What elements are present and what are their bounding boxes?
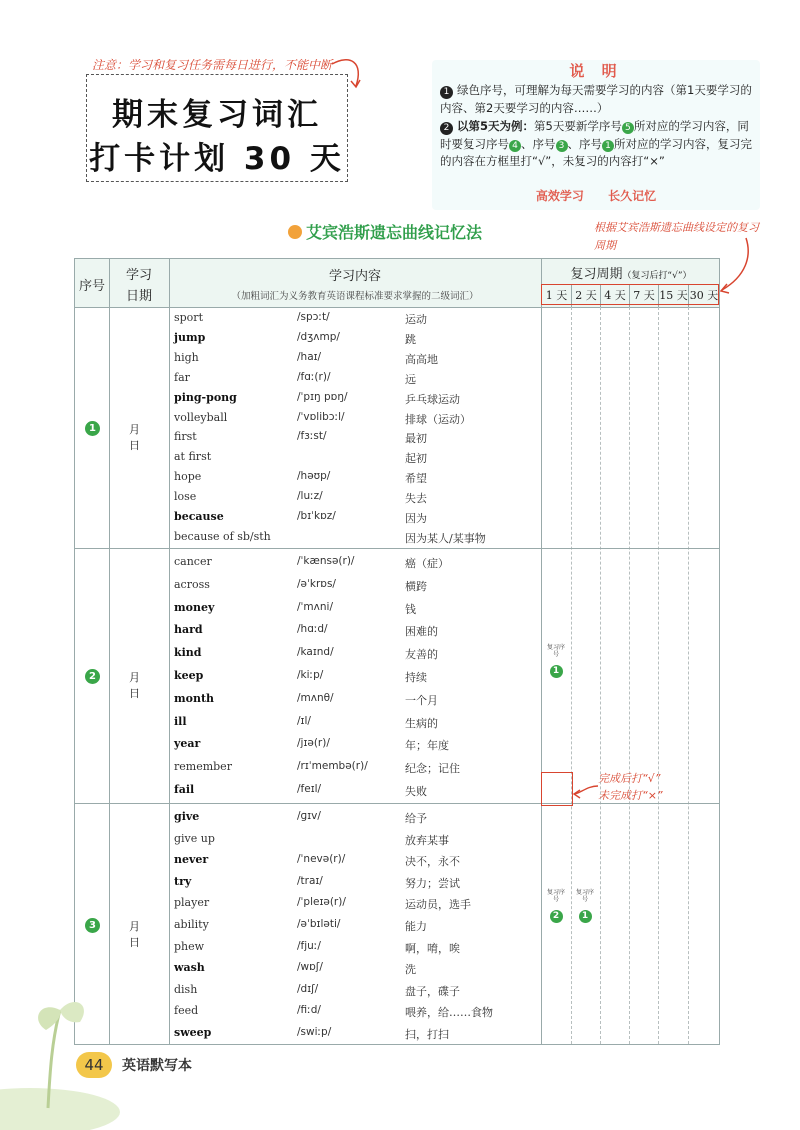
check-note [598, 770, 663, 804]
word-chinese: 纪念；记住 [405, 762, 460, 776]
word-english: year [174, 737, 201, 751]
word-chinese: 钱 [405, 602, 416, 616]
header-date-line1: 学习 [125, 268, 152, 283]
word-chinese: 因为某人/某事物 [405, 531, 486, 545]
word-chinese: 最初 [405, 432, 427, 446]
explain-slogan: 高效学习 长久记忆 [535, 189, 657, 203]
check-note-done: 完成后打“√” [598, 772, 661, 785]
column-divider [571, 307, 572, 1044]
header-review-text: 复习周期 [570, 267, 623, 282]
group-date: 月 日 [129, 423, 140, 452]
word-phonetic: /fɑː(r)/ [297, 370, 331, 383]
word-english: try [174, 874, 192, 888]
page-number: 44 [76, 1052, 112, 1078]
word-chinese: 放弃某事 [405, 833, 449, 847]
day-15: 15 天 [658, 285, 688, 307]
column-divider [600, 307, 601, 1044]
review-number: 1 [550, 665, 563, 678]
word-chinese: 失败 [405, 785, 427, 798]
column-divider [688, 307, 689, 1044]
word-english: give [174, 810, 200, 823]
word-chinese: 乒乓球运动 [405, 392, 460, 406]
number-badge: 1 [440, 86, 453, 99]
word-english: give up [174, 831, 215, 845]
word-chinese: 友善的 [405, 648, 438, 662]
review-days-highlight [541, 284, 719, 305]
word-chinese: 跳 [405, 332, 416, 346]
word-phonetic: /ɡɪv/ [297, 810, 321, 822]
day-1: 1 天 [541, 285, 571, 307]
header-no: 序号 [78, 279, 105, 294]
word-phonetic: /dɪʃ/ [297, 982, 319, 995]
word-phonetic: /ɪl/ [297, 714, 311, 727]
word-phonetic: /ˈpɪŋ pɒŋ/ [297, 390, 348, 403]
word-chinese: 高高地 [405, 352, 438, 366]
word-chinese: 困难的 [405, 625, 438, 639]
header-date-line2: 日期 [125, 289, 152, 304]
word-english: cancer [174, 555, 212, 568]
word-chinese: 扫，打扫 [405, 1028, 449, 1041]
word-chinese: 起初 [405, 452, 427, 466]
section-title [288, 220, 482, 243]
review-label: 复习序号 [546, 644, 565, 658]
word-phonetic: /kaɪnd/ [297, 646, 334, 659]
header-content-sub: （加粗词汇为义务教育英语课程标准要求掌握的二级词汇） [231, 291, 479, 302]
word-english: jump [174, 330, 206, 344]
word-chinese: 持续 [405, 671, 427, 684]
word-english: hope [174, 470, 202, 484]
word-phonetic: /ˈnevə(r)/ [297, 853, 346, 866]
check-note-arrow-icon [572, 782, 600, 802]
word-phonetic: /əˈbɪləti/ [297, 918, 341, 930]
word-chinese: 喂养，给……食物 [405, 1006, 493, 1020]
column-divider [629, 307, 630, 1044]
explain-item-1 [440, 82, 756, 117]
word-phonetic: /ˈpleɪə(r)/ [297, 896, 346, 909]
word-english: because [174, 510, 224, 523]
header-content: 学习内容 [328, 269, 381, 284]
day-7: 7 天 [629, 285, 658, 307]
word-english: far [174, 370, 190, 384]
word-english: phew [174, 939, 205, 953]
word-phonetic: /haɪ/ [297, 350, 322, 363]
word-english: remember [174, 760, 232, 774]
word-chinese: 能力 [405, 920, 427, 933]
page-title-line1: 期末复习词汇 [112, 97, 322, 133]
word-phonetic: /fɜːst/ [297, 430, 327, 443]
word-english: at first [174, 450, 212, 464]
explain-item-1-text: 绿色序号，可理解为每天需要学习的内容（第1天要学习的内容、第2天要学习的内容……） [440, 83, 752, 115]
word-english: ping-pong [174, 390, 237, 404]
word-chinese: 一个月 [405, 693, 438, 707]
word-english: kind [174, 646, 202, 660]
group-number: 3 [85, 918, 100, 933]
word-phonetic: /əˈkrɒs/ [297, 577, 336, 590]
review-marker [574, 889, 596, 923]
word-english: feed [174, 1004, 199, 1018]
word-english: keep [174, 669, 204, 682]
word-english: month [174, 691, 215, 705]
word-phonetic: /swiːp/ [297, 1026, 332, 1038]
header-review-sub: （复习后打“√”） [622, 271, 692, 281]
column-divider [169, 259, 170, 1044]
group-date: 月 日 [129, 920, 140, 949]
group-number: 2 [85, 669, 100, 684]
group-date: 月 日 [129, 671, 140, 700]
word-chinese: 盘子，碟子 [405, 984, 460, 998]
word-chinese: 洗 [405, 963, 416, 977]
word-english: first [174, 430, 197, 444]
word-chinese: 排球（运动） [405, 412, 471, 426]
column-divider [109, 259, 110, 1044]
word-english: lose [174, 490, 197, 504]
explain-text: 、序号 [567, 136, 602, 151]
word-english: across [174, 577, 210, 591]
word-phonetic: /fiːd/ [297, 1004, 321, 1017]
word-phonetic: /bɪˈkɒz/ [297, 510, 336, 522]
word-chinese: 运动员，选手 [405, 898, 471, 912]
word-english: ability [174, 918, 209, 931]
explain-text: 、序号 [521, 136, 556, 151]
word-english: hard [174, 623, 203, 637]
day-2: 2 天 [571, 285, 600, 307]
daily-note: 注意：学习和复习任务需每日进行，不能中断 [92, 58, 333, 72]
review-cycle-note: 根据艾宾浩斯遗忘曲线设定的复习周期 [594, 221, 759, 252]
word-chinese: 运动 [405, 313, 427, 326]
word-chinese: 啊，唷，唉 [405, 941, 460, 955]
word-chinese: 横跨 [405, 579, 427, 593]
day-4: 4 天 [600, 285, 629, 307]
word-english: high [174, 350, 199, 364]
column-divider [658, 307, 659, 1044]
word-chinese: 生病的 [405, 716, 438, 730]
study-plan-table [74, 258, 720, 1045]
word-english: fail [174, 783, 195, 796]
explain-text: 所对应的学习内容，复习完的内容在方框里打“√”，未复习的内容打“×” [440, 136, 752, 168]
header-review [541, 263, 721, 282]
word-chinese: 失去 [405, 492, 427, 506]
explain-panel [432, 60, 760, 210]
section-title-text: 艾宾浩斯遗忘曲线记忆法 [306, 223, 483, 242]
word-phonetic: /mʌnθ/ [297, 691, 334, 704]
explain-item-2 [440, 118, 756, 171]
word-chinese: 远 [405, 372, 416, 386]
number-badge: 2 [440, 122, 453, 135]
explain-text: 所对应的学习内容，同时要复习序号 [440, 119, 749, 151]
word-english: sport [174, 311, 203, 324]
word-chinese: 努力；尝试 [405, 876, 460, 890]
group-separator [75, 548, 719, 549]
review-marker [545, 644, 567, 678]
explain-title: 说 明 [569, 62, 623, 80]
word-english: sweep [174, 1026, 212, 1039]
word-phonetic: /traɪ/ [297, 874, 323, 887]
side-note-arrow-icon [716, 236, 756, 296]
page-title-line2: 打卡计划 30 天 [89, 141, 345, 177]
column-divider [541, 259, 542, 1044]
book-name: 英语默写本 [122, 1058, 192, 1074]
word-english: money [174, 600, 215, 614]
group-number: 1 [85, 421, 100, 436]
word-phonetic: /ˈkænsə(r)/ [297, 555, 355, 567]
word-english: because of sb/sth [174, 529, 271, 543]
green-number-badge: 3 [556, 140, 568, 152]
word-phonetic: /dʒʌmp/ [297, 330, 340, 343]
word-chinese: 给予 [405, 812, 427, 825]
word-chinese: 癌（症） [405, 557, 449, 570]
word-chinese: 决不，永不 [405, 855, 460, 869]
word-english: volleyball [174, 410, 228, 424]
word-phonetic: /spɔːt/ [297, 311, 330, 323]
word-chinese: 希望 [405, 472, 427, 486]
green-number-badge: 4 [509, 140, 521, 152]
word-phonetic: /jɪə(r)/ [297, 737, 330, 750]
title-box [86, 74, 348, 182]
explain-text: 第5天要新学序号 [534, 119, 622, 133]
word-english: player [174, 896, 210, 910]
check-box-example[interactable] [541, 772, 573, 806]
word-phonetic: /fjuː/ [297, 939, 321, 952]
explain-item-2-lead: 以第5天为例： [457, 119, 535, 133]
word-phonetic: /luːz/ [297, 490, 323, 503]
word-english: wash [174, 961, 205, 975]
review-label: 复习序号 [575, 889, 594, 903]
review-marker [545, 889, 567, 923]
word-english: ill [174, 714, 187, 728]
word-phonetic: /hɑːd/ [297, 623, 328, 636]
word-chinese: 因为 [405, 512, 427, 525]
word-phonetic: /rɪˈmembə(r)/ [297, 760, 368, 773]
word-phonetic: /kiːp/ [297, 669, 324, 681]
review-number: 1 [579, 910, 592, 923]
word-english: dish [174, 982, 198, 996]
word-phonetic: /həʊp/ [297, 470, 331, 483]
green-number-badge: 1 [602, 140, 614, 152]
word-phonetic: /feɪl/ [297, 783, 322, 795]
check-note-undone: 未完成打“×” [598, 789, 663, 802]
word-chinese: 年；年度 [405, 739, 449, 753]
day-30: 30 天 [688, 285, 719, 307]
bullet-dot-icon [288, 225, 302, 239]
word-phonetic: /ˈmʌni/ [297, 600, 333, 613]
word-phonetic: /ˈvɒlibɔːl/ [297, 410, 345, 423]
word-english: never [174, 853, 209, 867]
review-label: 复习序号 [546, 889, 565, 903]
word-phonetic: /wɒʃ/ [297, 961, 323, 974]
review-number: 2 [550, 910, 563, 923]
green-number-badge: 5 [622, 122, 634, 134]
